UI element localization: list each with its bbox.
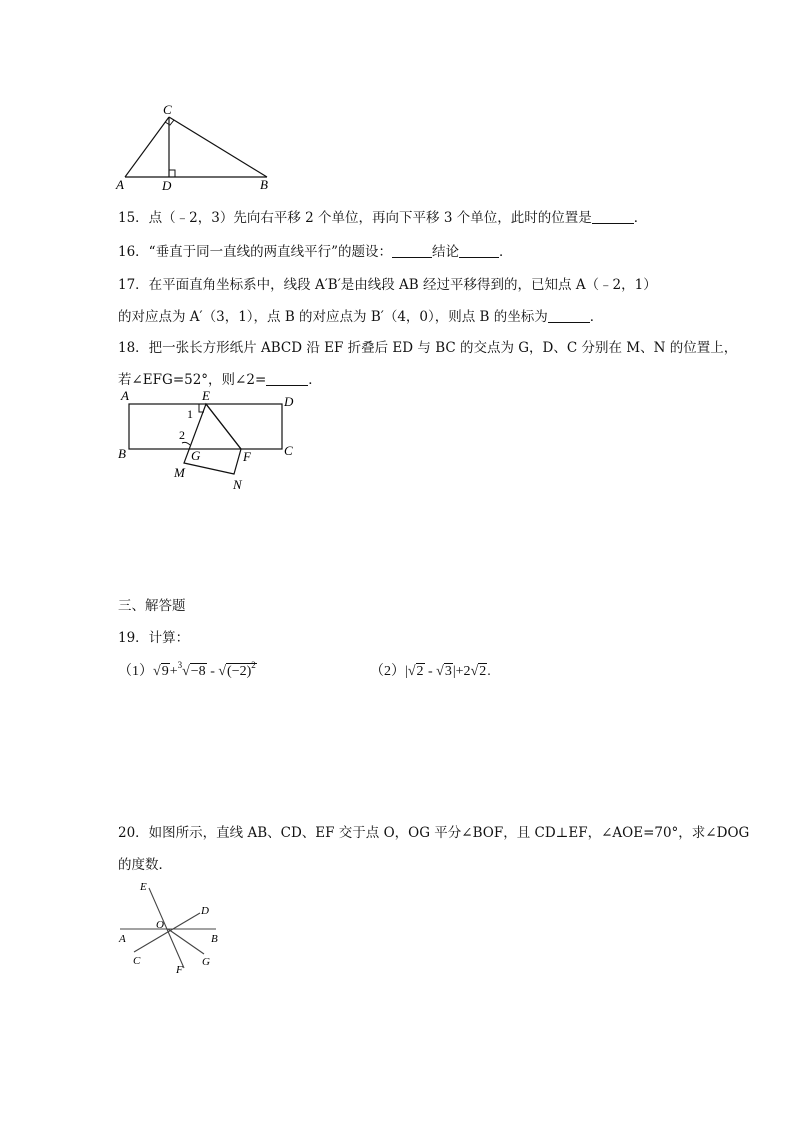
right-angle-mark-d (169, 170, 175, 177)
sqrt-9: √9 (153, 664, 169, 679)
answer-blank-16b[interactable] (459, 245, 499, 258)
question-19-part2 (370, 660, 491, 680)
answer-blank-17[interactable] (548, 310, 590, 323)
label-e: E (202, 388, 210, 403)
label-2: 2 (179, 428, 185, 442)
label-a: A (119, 933, 126, 945)
section-heading: 三、解答题 (118, 598, 186, 614)
part1-number: （1） (118, 664, 153, 679)
answer-blank-15[interactable] (592, 211, 634, 224)
question-16-text: 16．“垂直于同一直线的两直线平行”的题设： (118, 244, 392, 260)
triangle-side-ac (125, 117, 169, 177)
question-15-end: ． (633, 210, 648, 226)
triangle-figure (112, 100, 282, 195)
label-d: D (162, 178, 172, 193)
question-19: 19．计算： (118, 630, 190, 646)
label-a: A (121, 388, 129, 403)
label-g: G (202, 956, 210, 968)
intersecting-lines-figure (112, 876, 222, 976)
question-19-part1 (118, 660, 257, 680)
question-17-line1: 17．在平面直角坐标系中，线段 A′B′是由线段 AB 经过平移得到的，已知点 A（﹣2，1） (118, 277, 657, 293)
rectangle-abcd (129, 404, 282, 449)
label-c: C (163, 102, 172, 117)
label-d: D (284, 394, 294, 409)
label-a: A (116, 177, 124, 192)
line-cd (134, 913, 200, 952)
minus-sign: - (206, 664, 219, 679)
sqrt-2b: √2 (470, 664, 487, 679)
cbrt-neg8: √−8 (182, 664, 206, 679)
part2-number: （2） (370, 664, 405, 679)
sqrt-3: √3 (436, 664, 452, 679)
sqrt-square: $√(-2)^2$ (218, 660, 256, 679)
question-18-line1: 18．把一张长方形纸片 ABCD 沿 EF 折叠后 ED 与 BC 的交点为 G，D、C 分别在 M、N 的位置上， (118, 340, 738, 356)
label-f: F (176, 964, 183, 976)
label-1: 1 (187, 407, 193, 421)
answer-blank-16a[interactable] (392, 245, 432, 258)
label-o: O (156, 919, 164, 931)
label-b: B (260, 177, 268, 192)
label-b: B (211, 933, 218, 945)
question-20-line1: 20．如图所示，直线 AB、CD、EF 交于点 O，OG 平分∠BOF，且 CD⊥EF，∠AOE=70°，求∠DOG (118, 825, 750, 841)
question-20-line2: 的度数． (118, 857, 172, 873)
question-18-text: 若∠EFG=52°，则∠2= (118, 372, 267, 388)
abs-bar-left: | (405, 664, 408, 679)
label-f: F (243, 449, 251, 464)
fold-line-ef (206, 404, 241, 449)
label-e: E (140, 881, 147, 893)
question-15-text: 15．点（﹣2，3）先向右平移 2 个单位，再向下平移 3 个单位，此时的位置是 (118, 210, 592, 226)
minus-sign: - (424, 664, 437, 679)
question-17-line2 (118, 305, 603, 325)
label-c: C (284, 443, 293, 458)
ray-og (168, 929, 204, 954)
cube-root-index: 3 (177, 660, 183, 670)
abs-bar-right: |+2 (452, 664, 471, 679)
label-n: N (233, 477, 242, 492)
label-g: G (191, 448, 201, 463)
period: . (487, 664, 491, 679)
question-16-end: ． (498, 244, 513, 260)
question-17-text: 的对应点为 A′（3，1），点 B 的对应点为 B′（4，0），则点 B 的坐标为 (118, 309, 548, 325)
question-15 (118, 206, 647, 226)
label-b: B (118, 446, 126, 461)
folded-rectangle-figure (112, 385, 302, 495)
plus-sign: + (169, 664, 178, 679)
line-ef (149, 888, 184, 968)
sqrt-2: √2 (407, 664, 424, 679)
angle-mark-2 (182, 442, 190, 445)
label-c: C (133, 955, 141, 967)
question-17-end: ． (589, 309, 604, 325)
triangle-side-cb (169, 117, 267, 177)
question-16 (118, 240, 512, 260)
label-d: D (201, 905, 209, 917)
question-16-mid: 结论 (431, 244, 459, 260)
label-m: M (174, 465, 185, 480)
question-18-end: ． (308, 372, 322, 388)
